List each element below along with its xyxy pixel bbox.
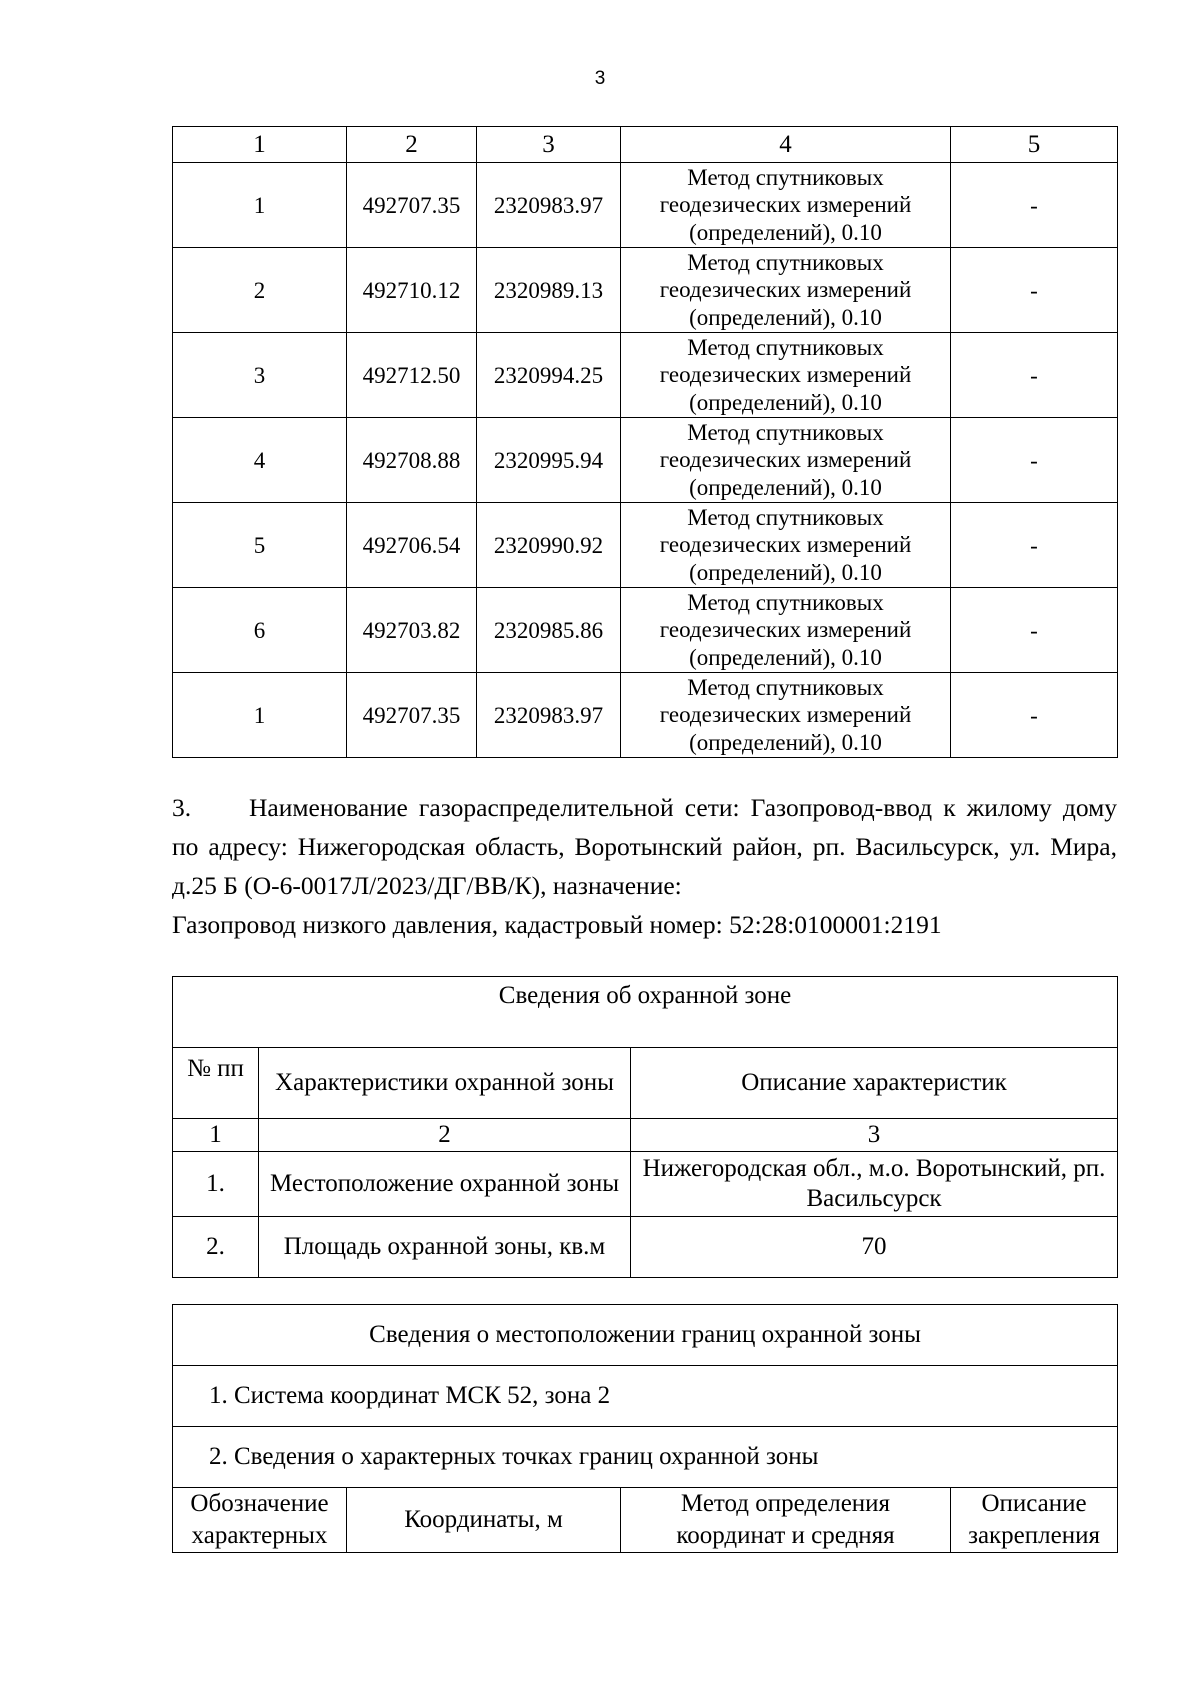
table-row	[173, 418, 1118, 503]
col-header-line: закрепления	[968, 1522, 1100, 1549]
fixing-description: -	[951, 248, 1118, 333]
fixing-description: -	[951, 588, 1118, 673]
coordinate-y: 2320983.97	[477, 163, 621, 248]
col-header: 2	[347, 127, 477, 163]
method-line: Метод спутниковых	[687, 419, 884, 445]
method-line: геодезических измерений	[659, 192, 912, 218]
table-row	[173, 673, 1118, 758]
coordinate-x: 492703.82	[347, 588, 477, 673]
fixing-description: -	[951, 503, 1118, 588]
col-header: 4	[621, 127, 951, 163]
method-line: (определений), 0.10	[689, 644, 882, 670]
point-number: 4	[173, 418, 347, 503]
fixing-description: -	[951, 418, 1118, 503]
method-line: (определений), 0.10	[689, 304, 882, 330]
col-header-characteristics: Характеристики охранной зоны	[259, 1048, 631, 1119]
method-line: геодезических измерений	[659, 362, 912, 388]
table-row	[173, 1217, 1118, 1278]
method-line: (определений), 0.10	[689, 219, 882, 245]
col-header-number: № пп	[173, 1048, 259, 1119]
point-number: 6	[173, 588, 347, 673]
point-number: 5	[173, 503, 347, 588]
method-line: Метод спутниковых	[687, 674, 884, 700]
table-row	[173, 588, 1118, 673]
row-characteristic: Площадь охранной зоны, кв.м	[259, 1217, 631, 1278]
section-number: 3.	[172, 793, 192, 822]
table-header-row	[173, 127, 1118, 163]
method-cell	[621, 248, 951, 333]
method-line: (определений), 0.10	[689, 474, 882, 500]
table-row	[173, 333, 1118, 418]
col-header-description: Описание характеристик	[631, 1048, 1118, 1119]
zone-table-title: Сведения об охранной зоне	[173, 977, 1118, 1048]
bounds-table-title: Сведения о местоположении границ охранной зоны	[173, 1305, 1118, 1366]
characteristic-points-item: 2. Сведения о характерных точках границ охранной зоны	[173, 1427, 1118, 1488]
method-cell	[621, 588, 951, 673]
table-row	[173, 503, 1118, 588]
method-cell	[621, 333, 951, 418]
col-header-method	[621, 1488, 951, 1553]
col-header-line: координат и средняя	[676, 1522, 895, 1549]
col-header-designation	[173, 1488, 347, 1553]
page-number: 3	[594, 68, 606, 89]
point-number: 3	[173, 333, 347, 418]
protection-zone-table	[172, 976, 1118, 1278]
zone-boundaries-table	[172, 1304, 1118, 1553]
col-index: 3	[631, 1119, 1118, 1152]
method-line: геодезических измерений	[659, 277, 912, 303]
method-line: Метод спутниковых	[687, 164, 884, 190]
method-line: геодезических измерений	[659, 702, 912, 728]
coordinate-x: 492710.12	[347, 248, 477, 333]
coordinate-x: 492706.54	[347, 503, 477, 588]
col-index: 2	[259, 1119, 631, 1152]
table-row	[173, 1152, 1118, 1217]
coordinate-x: 492708.88	[347, 418, 477, 503]
col-index: 1	[173, 1119, 259, 1152]
method-line: Метод спутниковых	[687, 334, 884, 360]
col-header-fixing	[951, 1488, 1118, 1553]
col-header: 5	[951, 127, 1118, 163]
method-line: геодезических измерений	[659, 447, 912, 473]
col-header: 3	[477, 127, 621, 163]
method-line: геодезических измерений	[659, 532, 912, 558]
coordinate-x: 492707.35	[347, 673, 477, 758]
method-line: (определений), 0.10	[689, 729, 882, 755]
coordinate-y: 2320989.13	[477, 248, 621, 333]
section-text: Наименование газораспределительной сети: Газопровод-ввод к жилому дому по адресу: Нижегородская область, Воротынский район, рп. Васильсурск, ул. Мира, д.25 Б (О-6-0017Л/2023/ДГ/ВВ/К), назначение:	[172, 793, 1117, 900]
method-line: геодезических измерений	[659, 617, 912, 643]
method-line: (определений), 0.10	[689, 559, 882, 585]
coordinate-y: 2320983.97	[477, 673, 621, 758]
fixing-description: -	[951, 333, 1118, 418]
col-header-line: Обозначение	[190, 1490, 329, 1517]
section-last-line: Газопровод низкого давления, кадастровый номер: 52:28:0100001:2191	[172, 910, 942, 939]
table-row	[173, 163, 1118, 248]
col-header-line: Описание	[981, 1490, 1087, 1517]
fixing-description: -	[951, 673, 1118, 758]
method-line: Метод спутниковых	[687, 249, 884, 275]
coordinate-y: 2320985.86	[477, 588, 621, 673]
coordinate-y: 2320990.92	[477, 503, 621, 588]
row-description: 70	[631, 1217, 1118, 1278]
method-cell	[621, 163, 951, 248]
method-line: Метод спутниковых	[687, 504, 884, 530]
coordinate-system-item: 1. Система координат МСК 52, зона 2	[173, 1366, 1118, 1427]
table-row	[173, 248, 1118, 333]
method-cell	[621, 673, 951, 758]
coordinates-table	[172, 126, 1118, 758]
col-header: 1	[173, 127, 347, 163]
col-header-line: Метод определения	[680, 1490, 891, 1517]
row-characteristic: Местоположение охранной зоны	[259, 1152, 631, 1217]
coordinate-x: 492712.50	[347, 333, 477, 418]
section-3-paragraph	[172, 788, 1117, 944]
coordinate-y: 2320995.94	[477, 418, 621, 503]
coordinate-x: 492707.35	[347, 163, 477, 248]
method-cell	[621, 503, 951, 588]
col-header-coordinates: Координаты, м	[347, 1488, 621, 1553]
point-number: 1	[173, 163, 347, 248]
method-line: (определений), 0.10	[689, 389, 882, 415]
fixing-description: -	[951, 163, 1118, 248]
col-header-line: характерных	[191, 1522, 328, 1549]
method-line: Метод спутниковых	[687, 589, 884, 615]
method-cell	[621, 418, 951, 503]
row-description: Нижегородская обл., м.о. Воротынский, рп. Васильсурск	[631, 1152, 1118, 1217]
row-number: 1.	[173, 1152, 259, 1217]
point-number: 1	[173, 673, 347, 758]
point-number: 2	[173, 248, 347, 333]
coordinate-y: 2320994.25	[477, 333, 621, 418]
row-number: 2.	[173, 1217, 259, 1278]
